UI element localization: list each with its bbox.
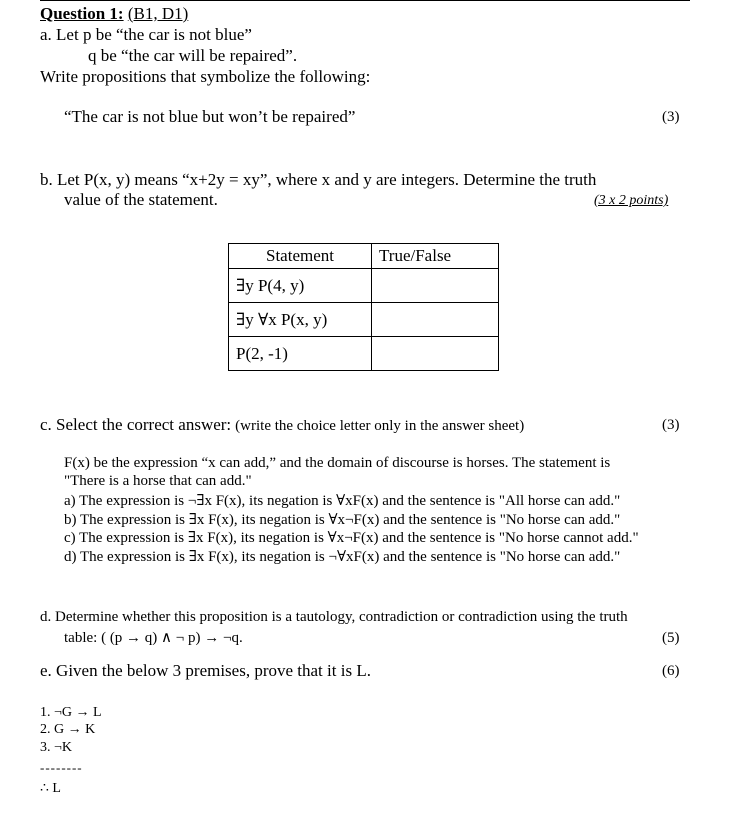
question-title	[40, 4, 188, 24]
part-b-points: (3 x 2 points)	[594, 193, 669, 208]
table-cell-value	[372, 337, 499, 371]
choice-d: d) The expression is ∃x F(x), its negation is ¬∀xF(x) and the sentence is "No horse can add."	[64, 549, 621, 565]
part-c-intro2: "There is a horse that can add."	[64, 473, 252, 489]
table-cell-value	[372, 303, 499, 337]
part-c-note: (write the choice letter only in the answer sheet)	[235, 418, 525, 434]
part-a-line3: Write propositions that symbolize the following:	[40, 67, 371, 86]
part-b-line1: b. Let P(x, y) means “x+2y = xy”, where x and y are integers. Determine the truth	[40, 170, 597, 189]
table-row	[229, 337, 499, 371]
table-header-row	[229, 244, 499, 269]
part-d-line2: table: ( (p → q) ∧ ¬ p) → ¬q.	[64, 630, 243, 646]
premise-3: 3. ¬K	[40, 740, 73, 755]
part-b-line2: value of the statement.	[64, 190, 218, 209]
choice-b: b) The expression is ∃x F(x), its negation is ∀x¬F(x) and the sentence is "No horse can add."	[64, 512, 621, 528]
table-cell-statement: P(2, -1)	[229, 337, 372, 371]
table-header-truefalse: True/False	[372, 244, 499, 269]
table-header-statement: Statement	[229, 244, 372, 269]
question-number: Question 1:	[40, 4, 124, 23]
top-rule	[40, 0, 690, 1]
part-e-line1: e. Given the below 3 premises, prove that it is L.	[40, 661, 371, 680]
proof-separator: --------	[40, 760, 83, 775]
part-a-line1: a. Let p be “the car is not blue”	[40, 25, 252, 44]
part-d-marks: (5)	[662, 630, 680, 646]
choice-c: c) The expression is ∃x F(x), its negation is ∀x¬F(x) and the sentence is "No horse cannot add."	[64, 530, 639, 546]
part-a-statement: “The car is not blue but won’t be repaired”	[64, 107, 356, 126]
part-d-line1: d. Determine whether this proposition is a tautology, contradiction or contradiction using the truth	[40, 609, 628, 625]
truth-value-table	[228, 243, 499, 371]
part-a-marks: (3)	[662, 109, 680, 125]
premise-1: 1. ¬G → L	[40, 705, 102, 720]
table-cell-value	[372, 269, 499, 303]
premise-2: 2. G → K	[40, 722, 96, 737]
question-ref: (B1, D1)	[127, 4, 189, 23]
choice-a: a) The expression is ¬∃x F(x), its negation is ∀xF(x) and the sentence is "All horse can add."	[64, 493, 621, 509]
table-cell-statement: ∃y P(4, y)	[229, 269, 372, 303]
table-row	[229, 269, 499, 303]
proof-conclusion: ∴ L	[40, 781, 61, 796]
part-a-line2: q be “the car will be repaired”.	[88, 46, 298, 65]
part-c-intro1: F(x) be the expression “x can add,” and the domain of discourse is horses. The statement is	[64, 455, 611, 471]
part-c-lead-line	[40, 415, 524, 435]
part-e-marks: (6)	[662, 663, 680, 679]
part-c-lead: c. Select the correct answer:	[40, 415, 232, 434]
table-row	[229, 303, 499, 337]
part-c-marks: (3)	[662, 417, 680, 433]
table-cell-statement: ∃y ∀x P(x, y)	[229, 303, 372, 337]
